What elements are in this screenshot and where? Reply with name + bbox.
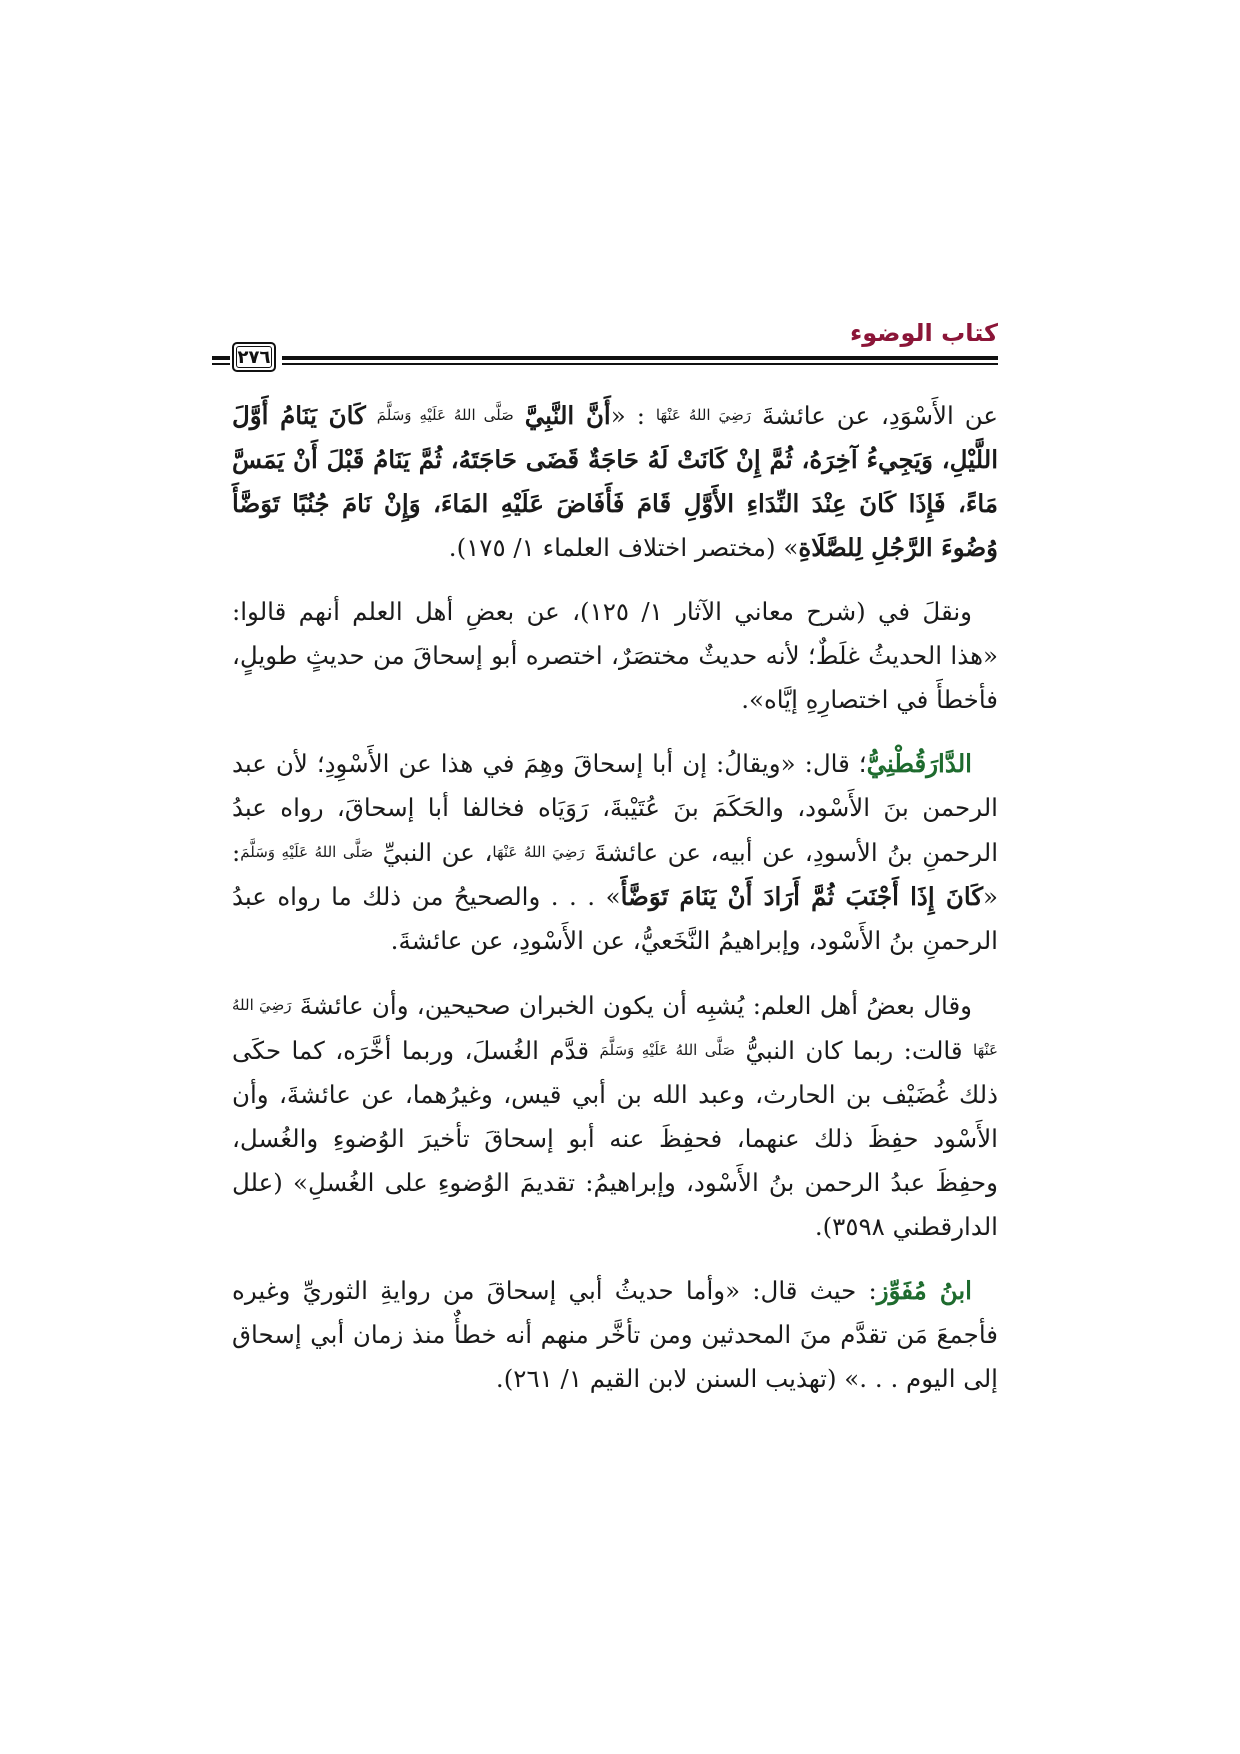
- text: وقال بعضُ أهل العلم: يُشبِه أن يكون الخبران صحيحين، وأن عائشةَ: [299, 991, 972, 1020]
- radiallahu-anha-glyph: رَضِيَ اللهُ عَنْهَا: [655, 406, 751, 424]
- text: ؛ قال: «ويقالُ: إن أبا إسحاقَ وهِمَ في هذا عن الأَسْوِدِ؛ لأن عبد الرحمن بنَ الأَسْود، والحَكَمَ بنَ عُتَيْبةَ، رَوَيَاه فخالفا أبا إسحاقَ، رواه عبدُ الرحمنِ بنُ الأسودِ، عن أبيه، عن عائشةَ: [232, 749, 999, 867]
- radiallahu-anha-glyph: رَضِيَ اللهُ عَنْهَا: [232, 996, 999, 1059]
- paragraph-daraqutni: [232, 742, 998, 963]
- page-number-rule-thick: [212, 356, 230, 360]
- radiallahu-anha-glyph: رَضِيَ اللهُ عَنْهَا: [492, 843, 585, 861]
- text: : «: [610, 401, 645, 430]
- text: عن الأَسْوَدِ، عن عائشةَ: [761, 401, 999, 430]
- text: قالت: ربما كان النبيُّ: [745, 1036, 963, 1065]
- book-title: كتاب الوضوء: [849, 319, 998, 347]
- text: : حيث قال: «وأما حديثُ أبي إسحاقَ من روايةِ الثوريِّ وغيره فأجمعَ مَن تقدَّم منَ المحدثين ومن تأخَّر منهم أنه خطأٌ منذ زمان أبي إسحاق إلى اليوم . . .» (تهذيب السنن لابن القيم ١/ ٢٦١).: [232, 1276, 998, 1393]
- text: ونقلَ في (شرح معاني الآثار ١/ ١٢٥)، عن بعضِ أهل العلم أنهم قالوا: «هذا الحديثُ غلَطٌ؛ لأنه حديثٌ مختصَرٌ، اختصره أبو إسحاقَ من حديثٍ طويلٍ، فأخطأَ في اختصارِهِ إيَّاه».: [232, 597, 998, 714]
- text: قدَّم الغُسلَ، وربما أخَّرَه، كما حكَى ذلك غُضَيْف بن الحارث، وعبد الله بن أبي قيس، وغيرُهما، عن عائشةَ، وأن الأَسْود حفِظَ ذلك عنهما، فحفِظَ عنه أبو إسحاقَ تأخيرَ الوُضوءِ والغُسل، وحفِظَ عبدُ الرحمن بنُ الأَسْود، وإبراهيمُ: تقديمَ الوُضوءِ على الغُسلِ» (علل الدارقطني ٣٥٩٨).: [232, 1036, 998, 1241]
- paragraph-scholars-reconcile: [232, 983, 998, 1249]
- hadith-text: أَنَّ النَّبِيَّ: [524, 401, 611, 430]
- page-header: [232, 318, 998, 378]
- paragraph-ibn-mufawwiz: [232, 1269, 998, 1401]
- page-body: [232, 393, 998, 1421]
- salallahu-alayhi-glyph: صَلَّى اللهُ عَلَيْهِ وَسَلَّمَ: [599, 1041, 735, 1059]
- salallahu-alayhi-glyph: صَلَّى اللهُ عَلَيْهِ وَسَلَّمَ: [376, 406, 514, 424]
- text: ، عن النبيِّ: [382, 838, 493, 867]
- scholar-name: الدَّارَقُطْنِيُّ: [866, 749, 972, 778]
- scholar-name: ابنُ مُفَوِّز: [876, 1276, 972, 1305]
- citation: » (مختصر اختلاف العلماء ١/ ١٧٥).: [448, 533, 799, 562]
- hadith-text: كَانَ إِذَا أَجْنَبَ ثُمَّ أَرَادَ أَنْ يَنَامَ تَوَضَّأَ: [620, 882, 983, 911]
- header-rule-thick: [282, 356, 998, 360]
- text: : «: [232, 838, 998, 911]
- paragraph-sharh-maani: [232, 590, 998, 722]
- page-number: ٢٧٦: [237, 346, 271, 368]
- paragraph-aswad-hadith: [232, 393, 998, 570]
- page-number-frame: [232, 342, 276, 372]
- text: » . . . والصحيحُ من ذلك ما رواه عبدُ الرحمنِ بنُ الأَسْود، وإبراهيمُ النَّخَعيُّ، عن الأَسْودِ، عن عائشةَ.: [232, 882, 998, 955]
- hadith-text: كَانَ يَنَامُ أَوَّلَ اللَّيْلِ، وَيَجِيءُ آخِرَهُ، ثُمَّ إِنْ كَانَتْ لَهُ حَاجَةٌ قَضَى حَاجَتَهُ، ثُمَّ يَنَامُ قَبْلَ أَنْ يَمَسَّ مَاءً، فَإِذَا كَانَ عِنْدَ النِّدَاءِ الأَوَّلِ قَامَ فَأَفَاضَ عَلَيْهِ المَاءَ، وَإِنْ نَامَ جُنُبًا تَوَضَّأَ وُضُوءَ الرَّجُلِ لِلصَّلَاةِ: [232, 401, 998, 562]
- salallahu-alayhi-glyph: صَلَّى اللهُ عَلَيْهِ وَسَلَّمَ: [240, 843, 374, 861]
- header-rule-thin: [282, 363, 998, 365]
- page-number-rule-thin: [212, 363, 230, 365]
